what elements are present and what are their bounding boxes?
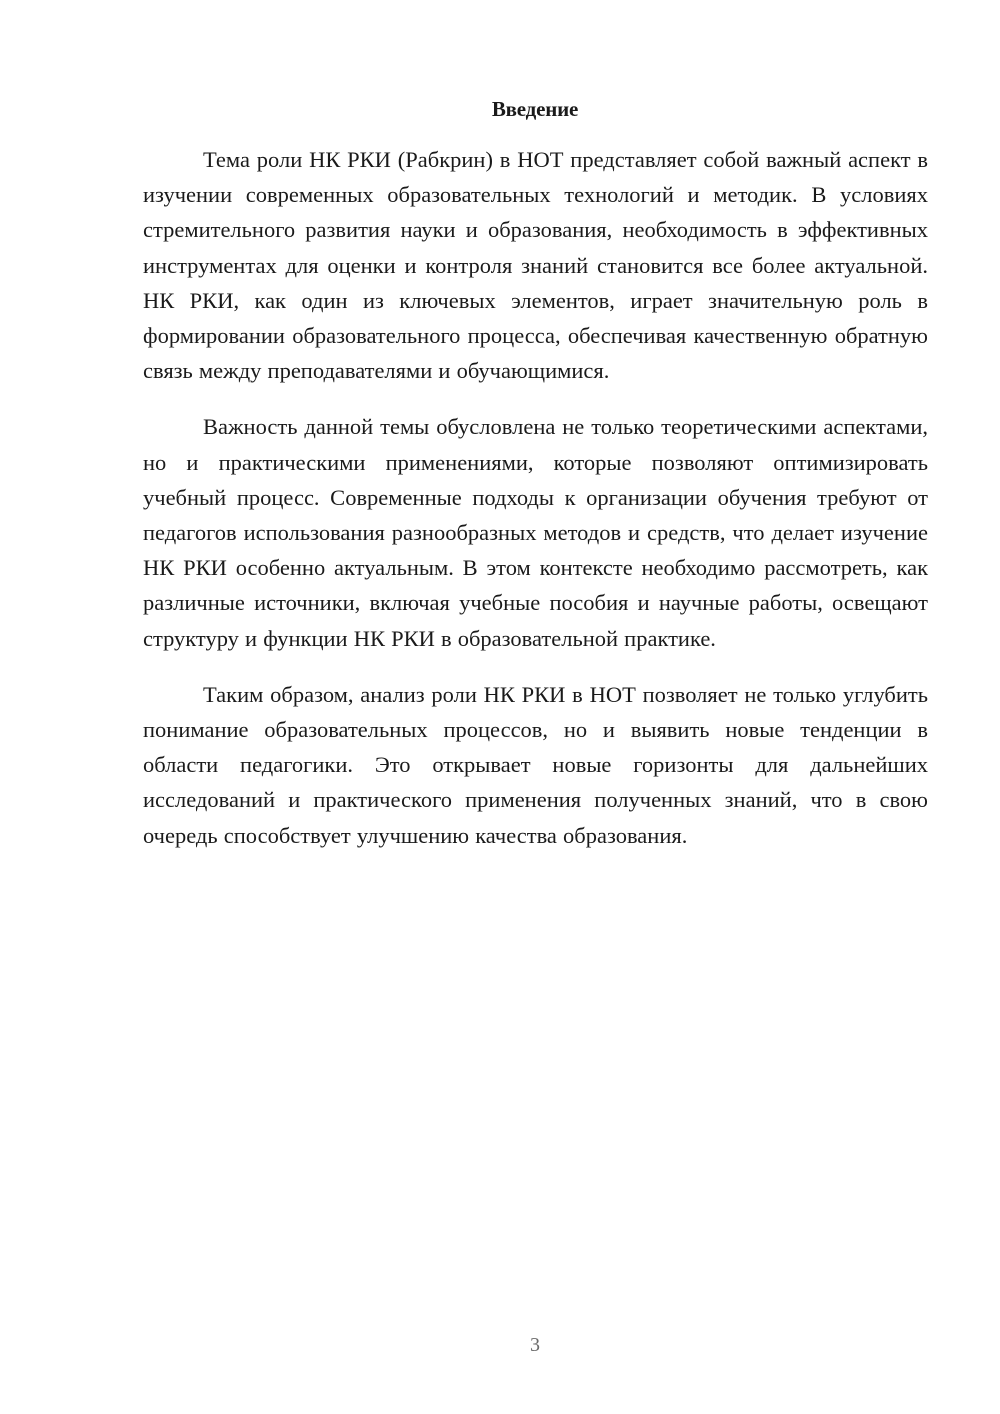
- document-body: [143, 142, 928, 874]
- paragraph-1: Тема роли НК РКИ (Рабкрин) в НОТ представляет собой важный аспект в изучении современных образовательных технологий и методик. В условиях стремительного развития науки и образования, необходимость в эффективных инструментах для оценки и контроля знаний становится все более актуальной. НК РКИ, как один из ключевых элементов, играет значительную роль в формировании образовательного процесса, обеспечивая качественную обратную связь между преподавателями и обучающимися.: [143, 147, 928, 384]
- paragraph-2: Важность данной темы обусловлена не только теоретическими аспектами, но и практическими применениями, которые позволяют оптимизировать учебный процесс. Современные подходы к организации обучения требуют от педагогов использования разнообразных методов и средств, что делает изучение НК РКИ особенно актуальным. В этом контексте необходимо рассмотреть, как различные источники, включая учебные пособия и научные работы, освещают структуру и функции НК РКИ в образовательной практике.: [143, 414, 928, 651]
- page-number: 3: [530, 1334, 540, 1356]
- section-heading: Введение: [491, 97, 579, 121]
- paragraph-3: Таким образом, анализ роли НК РКИ в НОТ позволяет не только углубить понимание образовательных процессов, но и выявить новые тенденции в области педагогики. Это открывает новые горизонты для дальнейших исследований и практического применения полученных знаний, что в свою очередь способствует улучшению качества образования.: [143, 681, 928, 848]
